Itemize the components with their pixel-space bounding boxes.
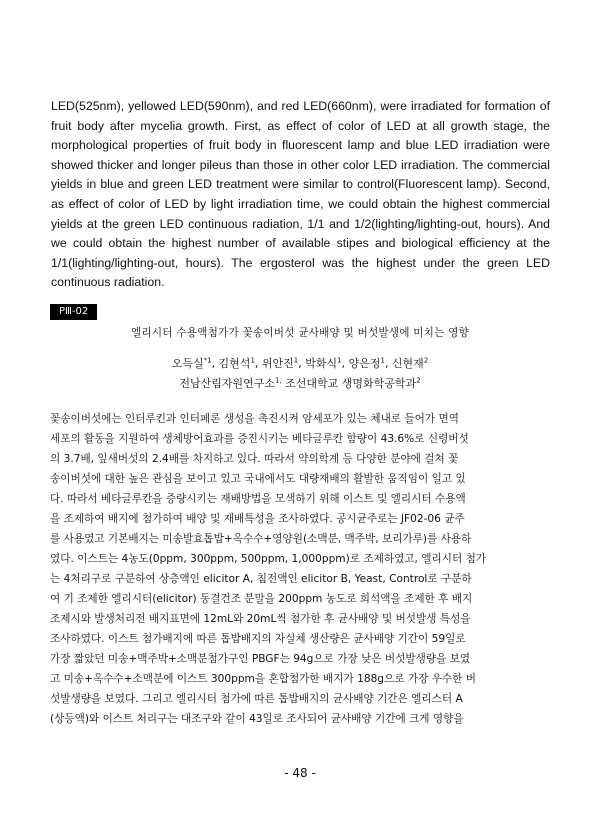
author-superscript: *1 <box>203 356 212 365</box>
text-line: 는 4처리구로 구분하여 상층액인 elicitor A, 침전액인 elicitor B, Yeast, Control로 구분하 <box>50 573 472 585</box>
page-number: - 48 - <box>284 766 316 780</box>
text-line: 을 조제하여 배지에 첨가하여 배양 및 재배특성을 조사하였다. 공시균주로는 JF02-06 균주 <box>50 513 465 525</box>
english-abstract-paragraph: LED(525nm), yellowed LED(590nm), and red LED(660nm), were irradiated for formation of fruit body after mycelia growth. First, as effect of color of LED at all growth stage, the morphological properties of fruit body in fluorescent lamp and blue LED irradiation were showed thicker and longer pileus than those in other color LED irradiation. The commercial yields in blue and green LED treatment were similar to control(Fluorescent lamp). Second, as effect of color of LED by light irradiation time, we could obtain the highest commercial yields at the green LED continuous radiation, 1/1 and 1/2(lighting/lighting-out, hours). And we could obtain the highest number of available stipes and biological efficiency at the 1/1(lighting/lighting-out, hours). The ergosterol was the highest under the green LED continuous radiation. <box>51 99 550 290</box>
affiliation-superscript: 2 <box>416 376 421 385</box>
section-tag: PⅢ-02 <box>50 304 97 320</box>
affiliation-superscript: 1, <box>274 376 282 385</box>
author-name: 오득실 <box>171 357 204 370</box>
text-line: 가장 짧았던 미송+맥주박+소맥분첨가구인 PBGF는 94g으로 가장 낮은 버섯발생량을 보였 <box>50 653 471 665</box>
text-line: 세포의 활동을 지원하여 생체방어효과를 증진시키는 베타글루칸 함량이 43.6%로 신령버섯 <box>50 433 469 445</box>
text-line: 조제시와 발생처리전 배지표면에 12mL와 20mL씩 첨가한 후 균사배양 및 버섯발생 특성을 <box>50 613 471 625</box>
affiliation-org: 전남산림자원연구소 <box>179 377 275 390</box>
text-line: 꽃송이버섯에는 인터루킨과 인터페론 생성을 촉진시켜 암세포가 있는 체내로 들어가 면역 <box>50 413 459 425</box>
paper-title: 엘리시터 수용액첨가가 꽃송이버섯 균사배양 및 버섯발생에 미치는 영향 <box>131 327 469 339</box>
author-name: , 신현재 <box>384 357 424 370</box>
affiliation-org: 조선대학교 생명화학공학과 <box>281 377 417 390</box>
text-line: 를 사용였고 기본배지는 미송발효톱밥+옥수수+영양원(소맥분, 맥주박, 보리가루)를 사용하 <box>50 533 472 545</box>
author-superscript: 1 <box>293 356 299 365</box>
author-name: , 양은정 <box>341 357 381 370</box>
author-superscript: 2 <box>423 356 429 365</box>
text-line: 조사하였다. 이스트 첨가배지에 따른 톱밥배지의 자실체 생산량은 균사배양 기간이 59일로 <box>50 633 466 645</box>
text-line: (상등액)와 이스트 처리구는 대조구와 같이 43일로 조사되어 균사배양 기간에 크게 영향을 <box>50 713 464 725</box>
text-line: 다. 따라서 베타글루칸을 증량시키는 재배방법을 모색하기 위해 이스트 및 엘리시터 수용액 <box>50 493 466 505</box>
text-line: 송이버섯에 대한 높은 관심을 보이고 있고 국내에서도 대량재배의 활발한 움직임이 일고 있 <box>50 473 466 485</box>
author-name: , 김현석 <box>211 357 251 370</box>
author-superscript: 1 <box>337 356 342 365</box>
text-line: 섯발생량을 보였다. 그리고 엘리시터 첨가에 따른 톱밥배지의 균사배양 기간은 엘리스터 A <box>50 693 463 705</box>
author-superscript: 1 <box>250 356 255 365</box>
affiliation-line <box>0 375 600 391</box>
author-superscript: 1 <box>380 356 385 365</box>
author-name: , 위안진 <box>254 357 294 370</box>
text-line: 고 미송+옥수수+소맥분에 이스트 300ppm을 혼합첨가한 배지가 188g으로 가장 우수한 버 <box>50 673 476 685</box>
text-line: 의 3.7배, 잎새버섯의 2.4배를 차지하고 있다. 따라서 약의학계 등 다양한 분야에 걸쳐 꽃 <box>50 453 459 465</box>
author-list <box>0 355 600 371</box>
text-line: 여 기 조제한 엘리시터(elicitor) 동결건조 분말을 200ppm 농도로 희석액을 조제한 후 배지 <box>50 593 473 605</box>
author-name: , 박화식 <box>298 357 338 370</box>
text-line: 였다. 이스트는 4농도(0ppm, 300ppm, 500ppm, 1,000ppm)로 조제하였고, 엘리시터 첨가 <box>50 553 487 565</box>
korean-abstract-paragraph <box>50 409 550 729</box>
